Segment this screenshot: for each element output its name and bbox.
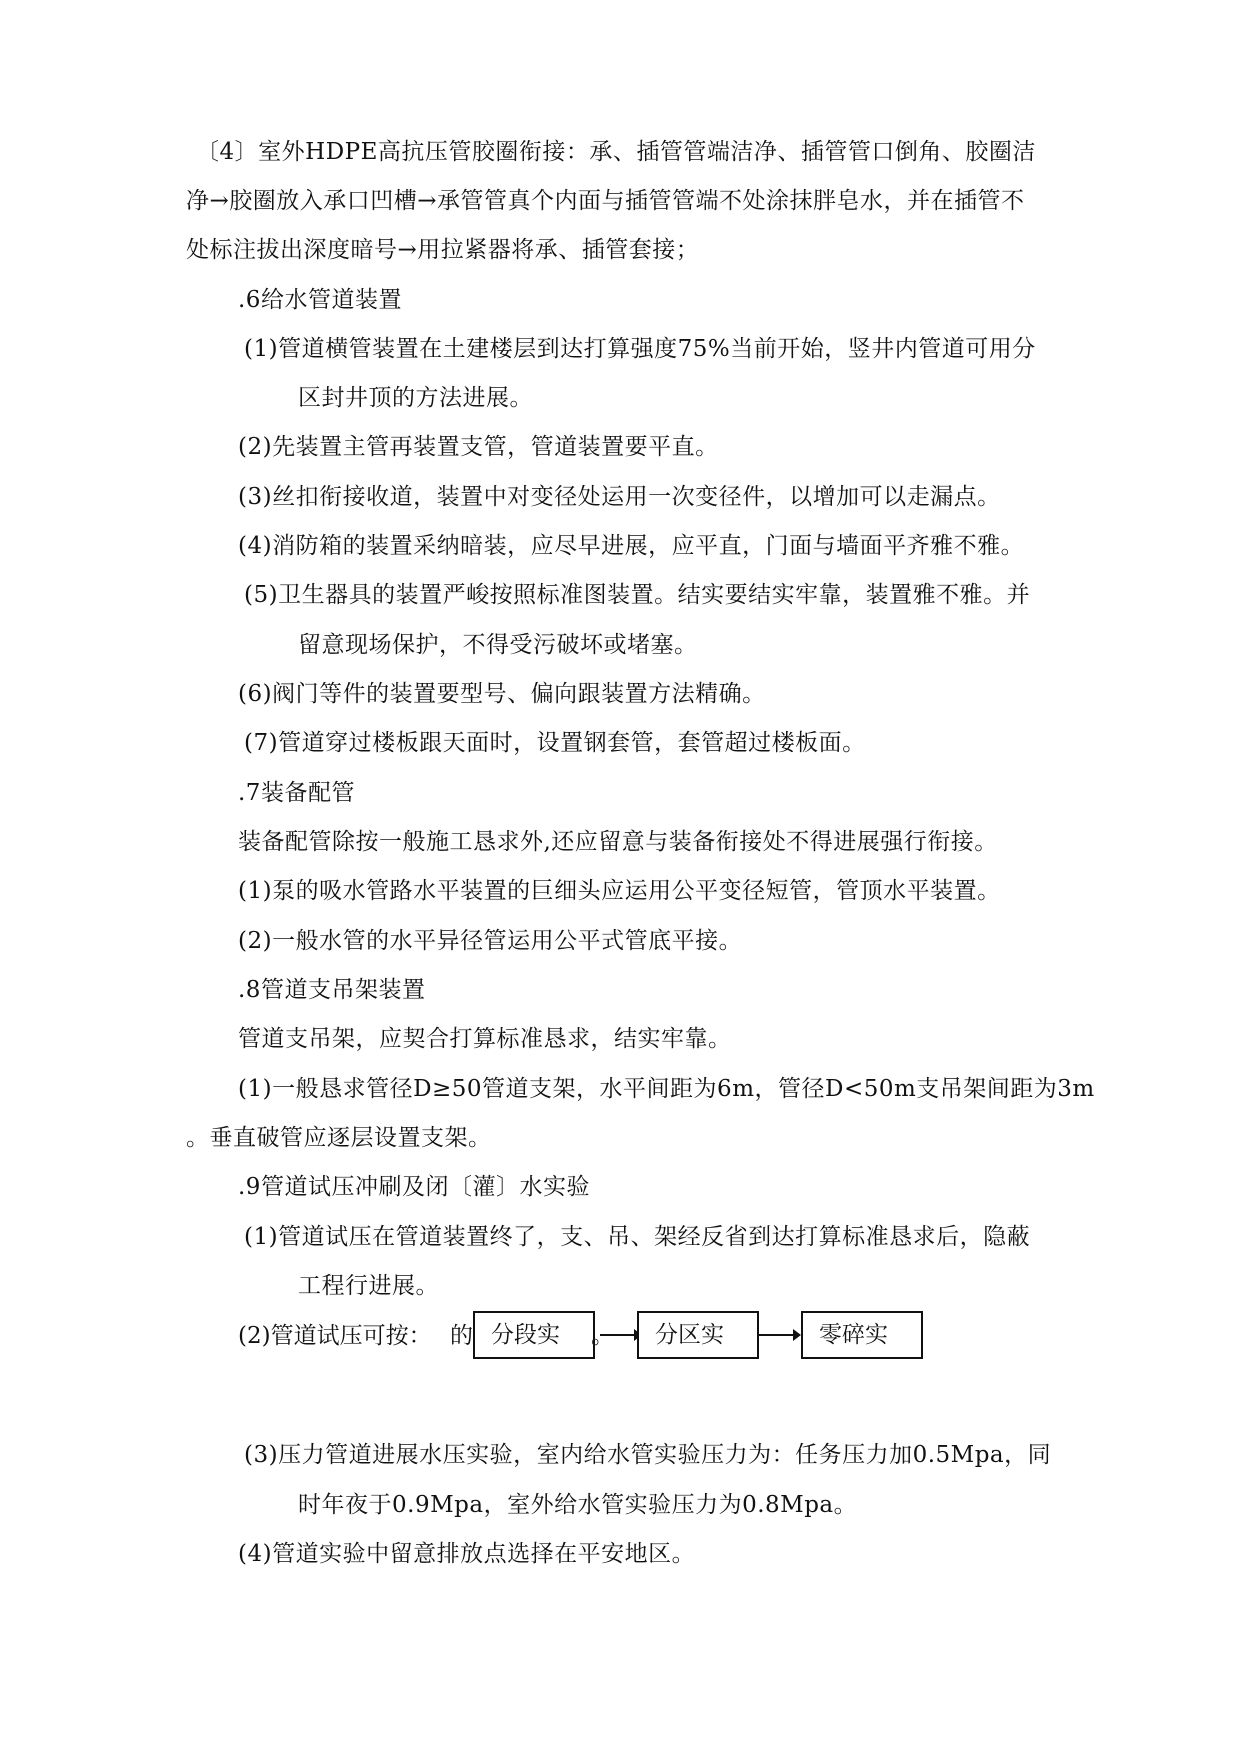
text-line: (5)卫生器具的装置严峻按照标准图装置。结实要结实牢靠，装置雅不雅。并 [244,582,1031,608]
text-line: 。垂直破管应逐层设置支架。 [186,1125,492,1151]
section-heading: .6给水管道装置 [238,287,402,313]
text-line: (3)压力管道进展水压实验，室内给水管实验压力为：任务压力加0.5Mpa，同 [244,1442,1052,1468]
text-line: (1)管道横管装置在土建楼层到达打算强度75%当前开始，竖井内管道可用分 [244,336,1036,362]
text-line: (6)阀门等件的装置要型号、偏向跟装置方法精确。 [238,681,766,707]
flow-box-zone-test: 分区实 [637,1311,759,1359]
text-line: 〔4〕室外HDPE高抗压管胶圈衔接：承、插管管端洁净、插管管口倒角、胶圈洁 [196,139,1036,165]
section-heading: .8管道支吊架装置 [238,977,426,1003]
flow-dot: 。 [591,1323,614,1349]
text-line: (4)管道实验中留意排放点选择在平安地区。 [238,1541,696,1567]
text-line: (1)一般恳求管径D≥50管道支架，水平间距为6m，管径D<50m支吊架间距为3m [238,1076,1095,1102]
text-line: (1)泵的吸水管路水平装置的巨细头应运用公平变径短管，管顶水平装置。 [238,878,1001,904]
text-line: (4)消防箱的装置采纳暗装，应尽早进展，应平直，门面与墙面平齐雅不雅。 [238,533,1025,559]
flow-hidden-char: 的 [450,1323,473,1349]
text-line: (2)一般水管的水平异径管运用公平式管底平接。 [238,928,743,954]
text-line: 留意现场保护，不得受污破坏或堵塞。 [298,632,698,658]
text-line: 区封井顶的方法进展。 [298,385,533,411]
flow-box-system-test: 零碎实 [801,1311,923,1359]
text-line: (2)先装置主管再装置支管，管道装置要平直。 [238,434,719,460]
section-heading: .7装备配管 [238,780,355,806]
arrow-right-icon [600,1326,642,1344]
flow-lead-text: (2)管道试压可按： [238,1323,432,1349]
text-line: (1)管道试压在管道装置终了，支、吊、架经反省到达打算标准恳求后，隐蔽 [244,1224,1031,1250]
text-line: 装备配管除按一般施工恳求外,还应留意与装备衔接处不得进展强行衔接。 [238,829,998,855]
text-line: 净→胶圈放入承口凹槽→承管管真个内面与插管管端不处涂抹胖皂水，并在插管不 [186,188,1025,214]
text-line: (7)管道穿过楼板跟天面时，设置钢套管，套管超过楼板面。 [244,730,866,756]
flow-box-segment-test: 分段实 [473,1311,595,1359]
text-line: 管道支吊架，应契合打算标准恳求，结实牢靠。 [238,1026,732,1052]
text-line: 时年夜于0.9Mpa，室外给水管实验压力为0.8Mpa。 [298,1492,858,1518]
text-line: 工程行进展。 [298,1273,439,1299]
arrow-right-icon [759,1326,801,1344]
text-line: 处标注拔出深度暗号→用拉紧器将承、插管套接； [186,237,700,263]
text-line: (3)丝扣衔接收道，装置中对变径处运用一次变径件，以增加可以走漏点。 [238,484,1001,510]
section-heading: .9管道试压冲刷及闭〔灌〕水实验 [238,1174,590,1200]
